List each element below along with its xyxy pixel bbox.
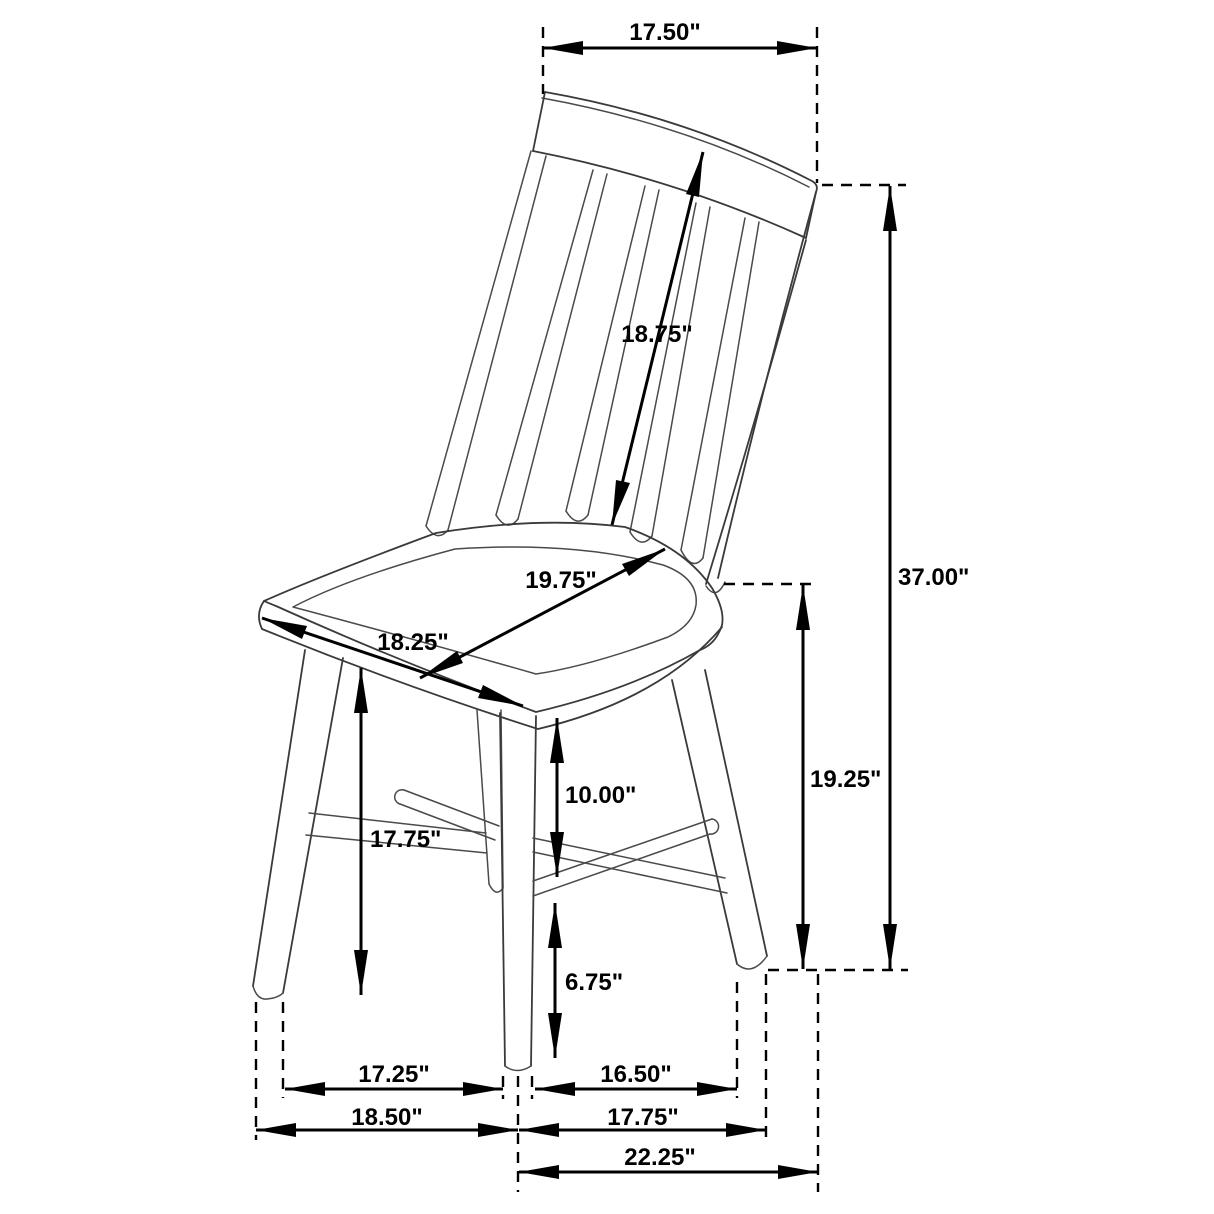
dim-label-right-span-inner: 16.50" xyxy=(600,1061,672,1088)
dim-label-top-back-width: 17.50" xyxy=(629,19,701,46)
dim-label-seat-width: 18.25" xyxy=(377,629,449,656)
rear-right-leg xyxy=(672,670,767,969)
dim-label-back-length: 18.75" xyxy=(621,321,693,348)
dim-label-front-span-inner: 17.25" xyxy=(358,1061,430,1088)
dim-label-seat-height: 19.25" xyxy=(810,766,882,793)
rear-left-leg xyxy=(477,710,503,892)
dim-label-total-height: 37.00" xyxy=(898,564,970,591)
extension-lines xyxy=(256,27,908,1192)
dim-label-stretcher-to-floor: 6.75" xyxy=(565,969,624,996)
dimension-labels xyxy=(351,19,969,1171)
dim-label-right-span-outer: 17.75" xyxy=(607,1104,679,1131)
dim-label-seat-to-floor-left: 17.75" xyxy=(370,826,442,853)
front-right-leg xyxy=(500,713,536,1071)
dim-label-seat-to-stretcher: 10.00" xyxy=(565,782,637,809)
crest-rail xyxy=(533,92,817,238)
dimension-lines xyxy=(256,41,897,1179)
back-right-post xyxy=(706,192,816,593)
dim-label-front-span-outer: 18.50" xyxy=(351,1104,423,1131)
front-left-leg xyxy=(253,650,343,999)
back-spindles xyxy=(426,151,759,563)
dim-label-total-depth: 22.25" xyxy=(624,1144,696,1171)
dim-label-seat-depth: 19.75" xyxy=(525,567,597,594)
